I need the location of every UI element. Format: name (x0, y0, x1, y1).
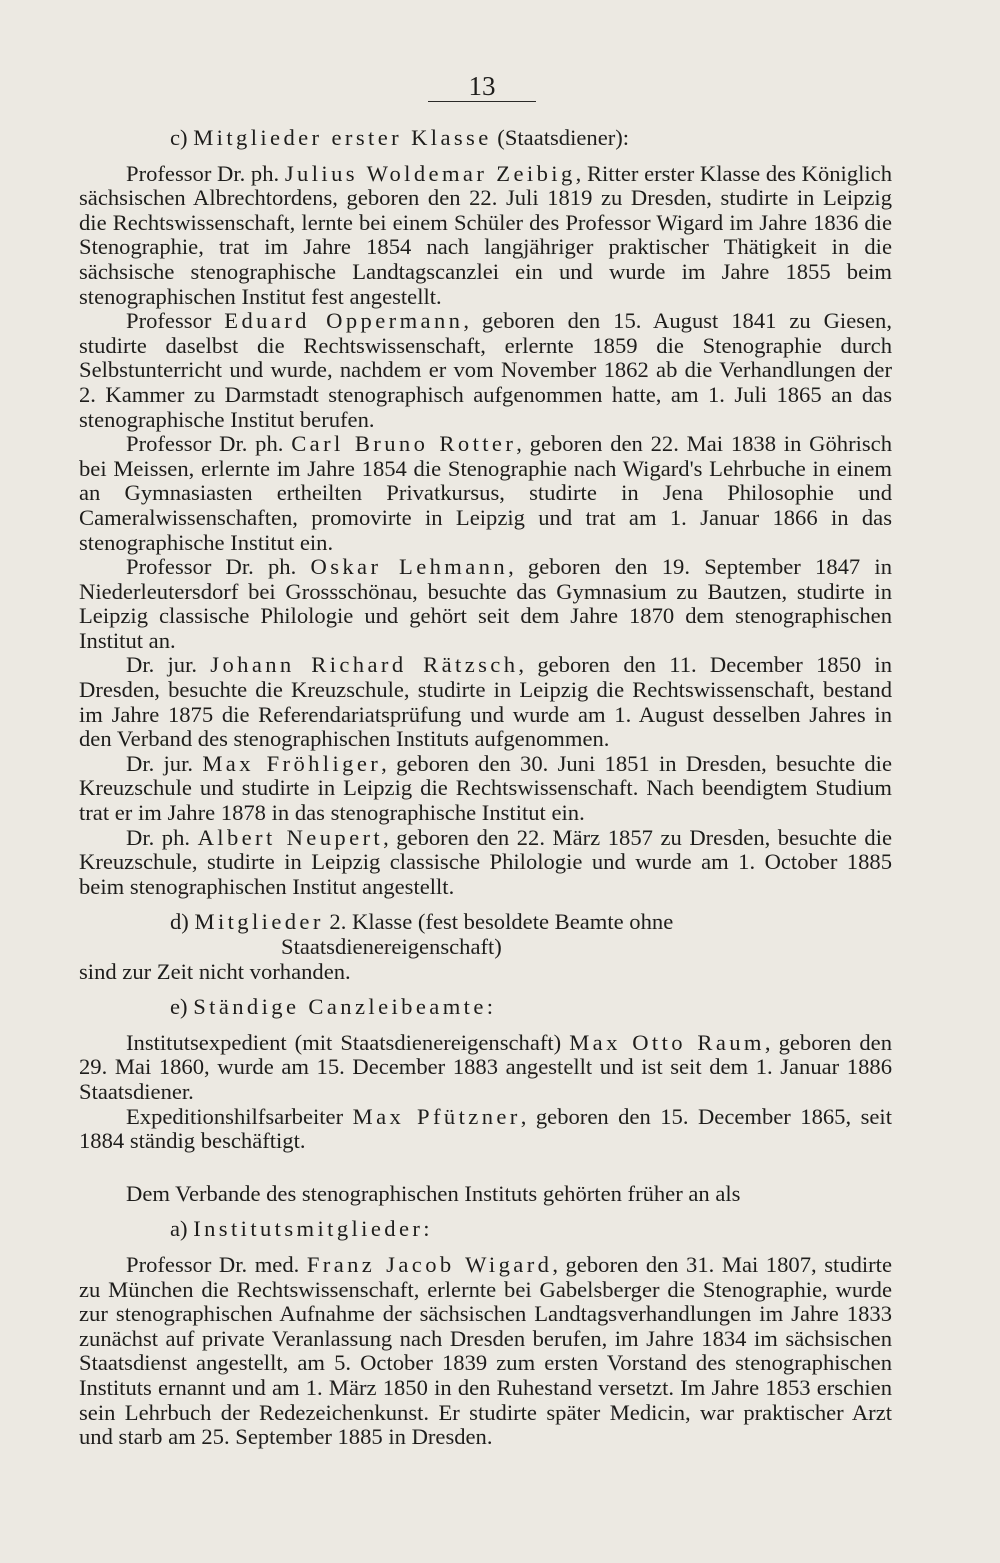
member-name: Eduard Oppermann (224, 308, 464, 334)
section-heading-c-spaced: Mitglieder erster Klasse (193, 125, 492, 150)
page-number-rule (428, 101, 536, 102)
canzlei-entry-pfuetzner: Expeditionshilfsarbeiter Max Pfützner, geboren den 15. December 1865, seit 1884 ständig beschäftigt. (79, 1103, 892, 1154)
member-name: Oskar Lehmann (310, 554, 509, 580)
former-entry-wigard: Professor Dr. med. Franz Jacob Wigard, geboren den 31. Mai 1807, studirte zu München die Rechtswissenschaft, erlernte bei Gabelsberger die Stenographie, wurde zur stenographischen Aufnahme der sächsischen Landtagsverhandlungen im Jahre 1833 zunächst auf private Veranlassung nach Dresden berufen, im Jahre 1834 im sächsischen Staatsdienst angestellt, am 5. October 1839 zum ersten Vorstand des stenographischen Instituts ernannt und am 1. März 1850 in den Ruhestand versetzt. Im Jahre 1853 erschien sein Lehrbuch der Redezeichenkunst. Er studirte später Medicin, war praktischer Arzt und starb am 25. September 1885 in Dresden. (79, 1251, 892, 1450)
member-entry-raetzsch: Dr. jur. Johann Richard Rätzsch, geboren den 11. December 1850 in Dresden, besuchte die Kreuzschule, studirte in Leipzig die Rechtswissenschaft, bestand im Jahre 1875 die Referendariatsprüfung und wurde am 1. August desselben Jahres in den Verband des stenographischen Instituts aufgenommen. (79, 652, 892, 752)
section-d-note: sind zur Zeit nicht vorhanden. (79, 958, 351, 984)
page-body (79, 126, 892, 1450)
section-heading-e: e) Ständige Canzleibeamte: (170, 994, 494, 1020)
member-name: Max Otto Raum (569, 1029, 765, 1055)
section-heading-c: c) Mitglieder erster Klasse (Staatsdiener): (170, 125, 630, 150)
section-heading-d-spaced: Mitglieder (194, 909, 324, 935)
member-name: Carl Bruno Rotter (291, 431, 517, 457)
member-name: Julius Woldemar Zeibig (284, 160, 576, 186)
section-heading-a: a) Institutsmitglieder: (170, 1216, 430, 1242)
member-entry-zeibig: Professor Dr. ph. Julius Woldemar Zeibig, Ritter erster Klasse des Königlich sächsischen Albrechtordens, geboren den 22. Juli 1819 zu Dresden, studirte in Leipzig die Rechtswissenschaft, lernte bei einem Schüler des Professor Wigard im Jahre 1836 die Stenographie, trat im Jahre 1854 nach langjähriger praktischer Thätigkeit in die sächsische stenographische Landtagscanzlei ein und wurde im Jahre 1855 beim stenographischen Institut fest angestellt. (79, 160, 892, 309)
member-name: Johann Richard Rätzsch (210, 652, 519, 678)
page-number: 13 (468, 71, 496, 101)
member-name: Franz Jacob Wigard (306, 1251, 553, 1277)
member-entry-froehliger: Dr. jur. Max Fröhliger, geboren den 30. Juni 1851 in Dresden, besuchte die Kreuzschule und studirte in Leipzig die Rechtswissenschaft. Nach beendigtem Studium trat er im Jahre 1878 in das stenographische Institut ein. (79, 750, 892, 826)
section-heading-e-spaced: Ständige Canzleibeamte (193, 994, 487, 1020)
member-entry-oppermann: Professor Eduard Oppermann, geboren den 15. August 1841 zu Giesen, studirte daselbst die Rechtswissenschaft, erlernte 1859 die Stenographie durch Selbstunterricht und wurde, nachdem er vom November 1862 ab die Verhandlungen der 2. Kammer zu Darmstadt stenographisch aufgenommen hatte, am 1. Juli 1865 an das stenographische Institut berufen. (79, 308, 893, 432)
member-name: Albert Neupert (197, 824, 384, 850)
member-name: Max Fröhliger (202, 750, 382, 776)
section-heading-d: d) Mitglieder 2. Klasse (fest besoldete Beamte ohne Staatsdienereigenschaft) (170, 909, 674, 959)
section-heading-a-spaced: Institutsmitglieder (193, 1216, 424, 1242)
former-members-intro: Dem Verbande des stenographischen Instituts gehörten früher an als (126, 1180, 741, 1206)
member-entry-rotter: Professor Dr. ph. Carl Bruno Rotter, geboren den 22. Mai 1838 in Göhrisch bei Meissen, erlernte im Jahre 1854 die Stenographie nach Wigard's Lehrbuche in einem an Gymnasiasten ertheilten Privatkursus, studirte in Jena Philosophie und Cameralwissenschaften, promovirte in Leipzig und trat am 1. Januar 1866 in das stenographische Institut ein. (79, 431, 892, 555)
member-entry-lehmann: Professor Dr. ph. Oskar Lehmann, geboren den 19. September 1847 in Niederleutersdorf bei Grossschönau, besuchte das Gymnasium zu Bautzen, studirte in Leipzig classische Philologie und gehört seit dem Jahre 1870 dem stenographischen Institut an. (79, 554, 893, 653)
member-entry-neupert: Dr. ph. Albert Neupert, geboren den 22. März 1857 zu Dresden, besuchte die Kreuzschule, studirte in Leipzig classische Philologie und wurde am 1. October 1885 beim stenographischen Institut angestellt. (79, 824, 892, 899)
member-name: Max Pfützner (352, 1103, 521, 1129)
canzlei-entry-raum: Institutsexpedient (mit Staatsdienereigenschaft) Max Otto Raum, geboren den 29. Mai 1860, wurde am 15. December 1883 angestellt und ist seit dem 1. Januar 1886 Staatsdiener. (79, 1029, 892, 1104)
